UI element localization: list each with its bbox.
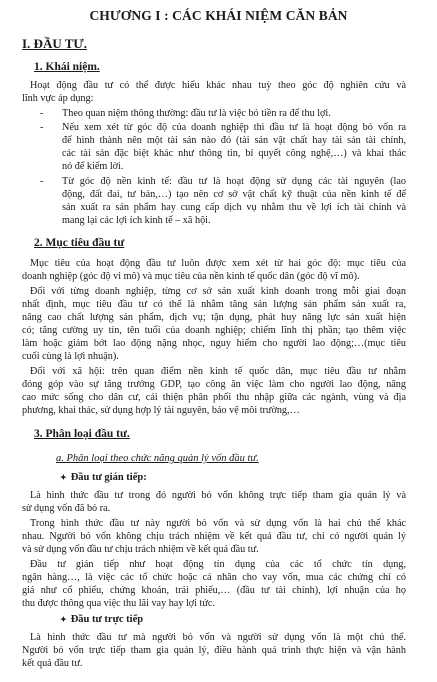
text-line: Đầu tư gián tiếp như hoạt động tín dụng của các tổ chức tín dụng, xyxy=(30,559,406,570)
text-line: cao mức sống cho dân cư, cải thiện phân phối thu nhập giữa các ngành, vùng và địa xyxy=(22,392,406,403)
text-line: nhau. Người bỏ vốn không chịu trách nhiệm về kết quả đầu tư, chỉ có người quản lý xyxy=(22,531,406,542)
text-line: Trong hình thức đầu tư này người bỏ vốn và sử dụng vốn là hai chủ thể khác xyxy=(30,518,406,529)
text-line: doanh nghiệp (góc độ vi mô) và mục tiêu của nền kinh tế quốc dân (góc độ vĩ mô). xyxy=(22,271,360,282)
text-line: và sử dụng vốn đầu tư chịu trách nhiệm về kết quả đầu tư. xyxy=(22,544,259,555)
text-line: giá như cổ phiếu, chứng khoán, trái phiếu,… (đầu tư tài chính), lợi nhuận của họ xyxy=(22,585,406,596)
text-line: động, đất đai, tư bản,…) tạo nên cơ sở vật chất kỹ thuật của nền kinh tế để xyxy=(62,189,406,200)
bullet-heading-direct xyxy=(60,614,143,625)
text-line: các tài sản đặc biệt khác như thông tin, bí quyết công nghệ,…) và khai thác xyxy=(62,148,406,159)
text-line: Theo quan niệm thông thường: đầu tư là việc bỏ tiền ra để thu lợi. xyxy=(62,108,331,119)
text-line: Là hình thức đầu tư mà người bỏ vốn và người sử dụng vốn là một chủ thể. xyxy=(30,632,406,643)
bullet-label: Đầu tư gián tiếp: xyxy=(70,472,147,483)
text-line: Là hình thức đầu tư trong đó người bỏ vốn không trực tiếp tham gia quản lý và xyxy=(30,490,406,501)
bullet-label: Đầu tư trực tiếp xyxy=(70,614,144,625)
text-line: Hoạt động đầu tư có thể được hiểu khác nhau tuỳ theo góc độ nghiên cứu và xyxy=(30,80,406,91)
text-line: mang lại các lợi ích kinh tế – xã hội. xyxy=(62,215,211,226)
text-line: Người bỏ vốn trực tiếp tham gia quản lý, điều hành quá trình thực hiện và vận hành xyxy=(22,645,406,656)
text-line: Đối với xã hội: trên quan điểm nền kinh tế quốc dân, mục tiêu đầu tư nhằm xyxy=(30,366,406,377)
section-title-objectives: 2. Mục tiêu đầu tư xyxy=(34,237,125,249)
dash-marker: - xyxy=(40,108,44,119)
text-line: nâng cao chất lượng sản phẩm, dịch vụ; tận dụng, phát huy năng lực sản xuất hiện xyxy=(22,312,406,323)
text-line: Mục tiêu của hoạt động đầu tư luôn được xem xét từ hai góc độ: mục tiêu của xyxy=(30,258,406,269)
dash-marker: - xyxy=(40,122,44,133)
subsection-title: a. Phân loại theo chức năng quản lý vốn đầu tư. xyxy=(56,453,259,464)
text-line: nó để kiếm lời. xyxy=(62,161,124,172)
text-line: Đối với từng doanh nghiệp, từng cơ sở sản xuất kinh doanh trong mỗi giai đoạn xyxy=(30,286,406,297)
text-line: sản xuất ra sản phẩm hay cung cấp dịch vụ nhằm thu về lợi ích tài chính và xyxy=(62,202,406,213)
section-title-classification: 3. Phân loại đầu tư. xyxy=(34,428,130,440)
text-line: phương, khai thác, sử dụng hợp lý tài nguyên, bảo vệ môi trường,… xyxy=(22,405,300,416)
text-line: Từ góc độ nền kinh tế: đầu tư là hoạt động sử dụng các tài nguyên (lao xyxy=(62,176,406,187)
text-line: Nếu xem xét từ góc độ của doanh nghiệp thì đầu tư là hoạt động bỏ vốn ra xyxy=(62,122,406,133)
text-line: để hình thành nên một tài sản nào đó (tài sản vật chất hay tài sản tài chính, xyxy=(62,135,406,146)
bullet-star-icon: ✦ xyxy=(60,615,67,624)
text-line: sử dụng vốn đã bỏ ra. xyxy=(22,503,111,514)
text-line: kết quả đầu tư. xyxy=(22,658,83,669)
text-line: có; tăng cường uy tín, tên tuổi của doanh nghiệp; chiếm lĩnh thị phần; tạo thêm việc xyxy=(22,325,406,336)
chapter-title: CHƯƠNG I : CÁC KHÁI NIỆM CĂN BẢN xyxy=(89,8,348,23)
bullet-star-icon: ✦ xyxy=(60,473,67,482)
text-line: lĩnh vực áp dụng: xyxy=(22,93,94,104)
text-line: ngân hàng…, là việc các tổ chức hoặc cá nhân cho vay vốn, mua các chứng chỉ có xyxy=(22,572,406,583)
section-title-concept: 1. Khái niệm. xyxy=(34,61,100,73)
text-line: nhất định, mục tiêu đầu tư có thể là nhằm tăng sản lượng sản phẩm sản xuất ra, xyxy=(22,299,406,310)
text-line: cuối cùng là lợi nhuận). xyxy=(22,351,119,362)
text-line: thu được thông qua việc thu lãi vay hay lợi tức. xyxy=(22,598,215,609)
dash-marker: - xyxy=(40,176,44,187)
text-line: đóng góp vào sự tăng trưởng GDP, tạo công ăn việc làm cho người lao động, nâng xyxy=(22,379,406,390)
text-line: làm hoặc giảm bớt lao động nặng nhọc, nguy hiểm cho người lao động;…(mục tiêu xyxy=(22,338,406,349)
part-title: I. ĐẦU TƯ. xyxy=(22,36,88,51)
bullet-heading-indirect xyxy=(60,472,147,483)
